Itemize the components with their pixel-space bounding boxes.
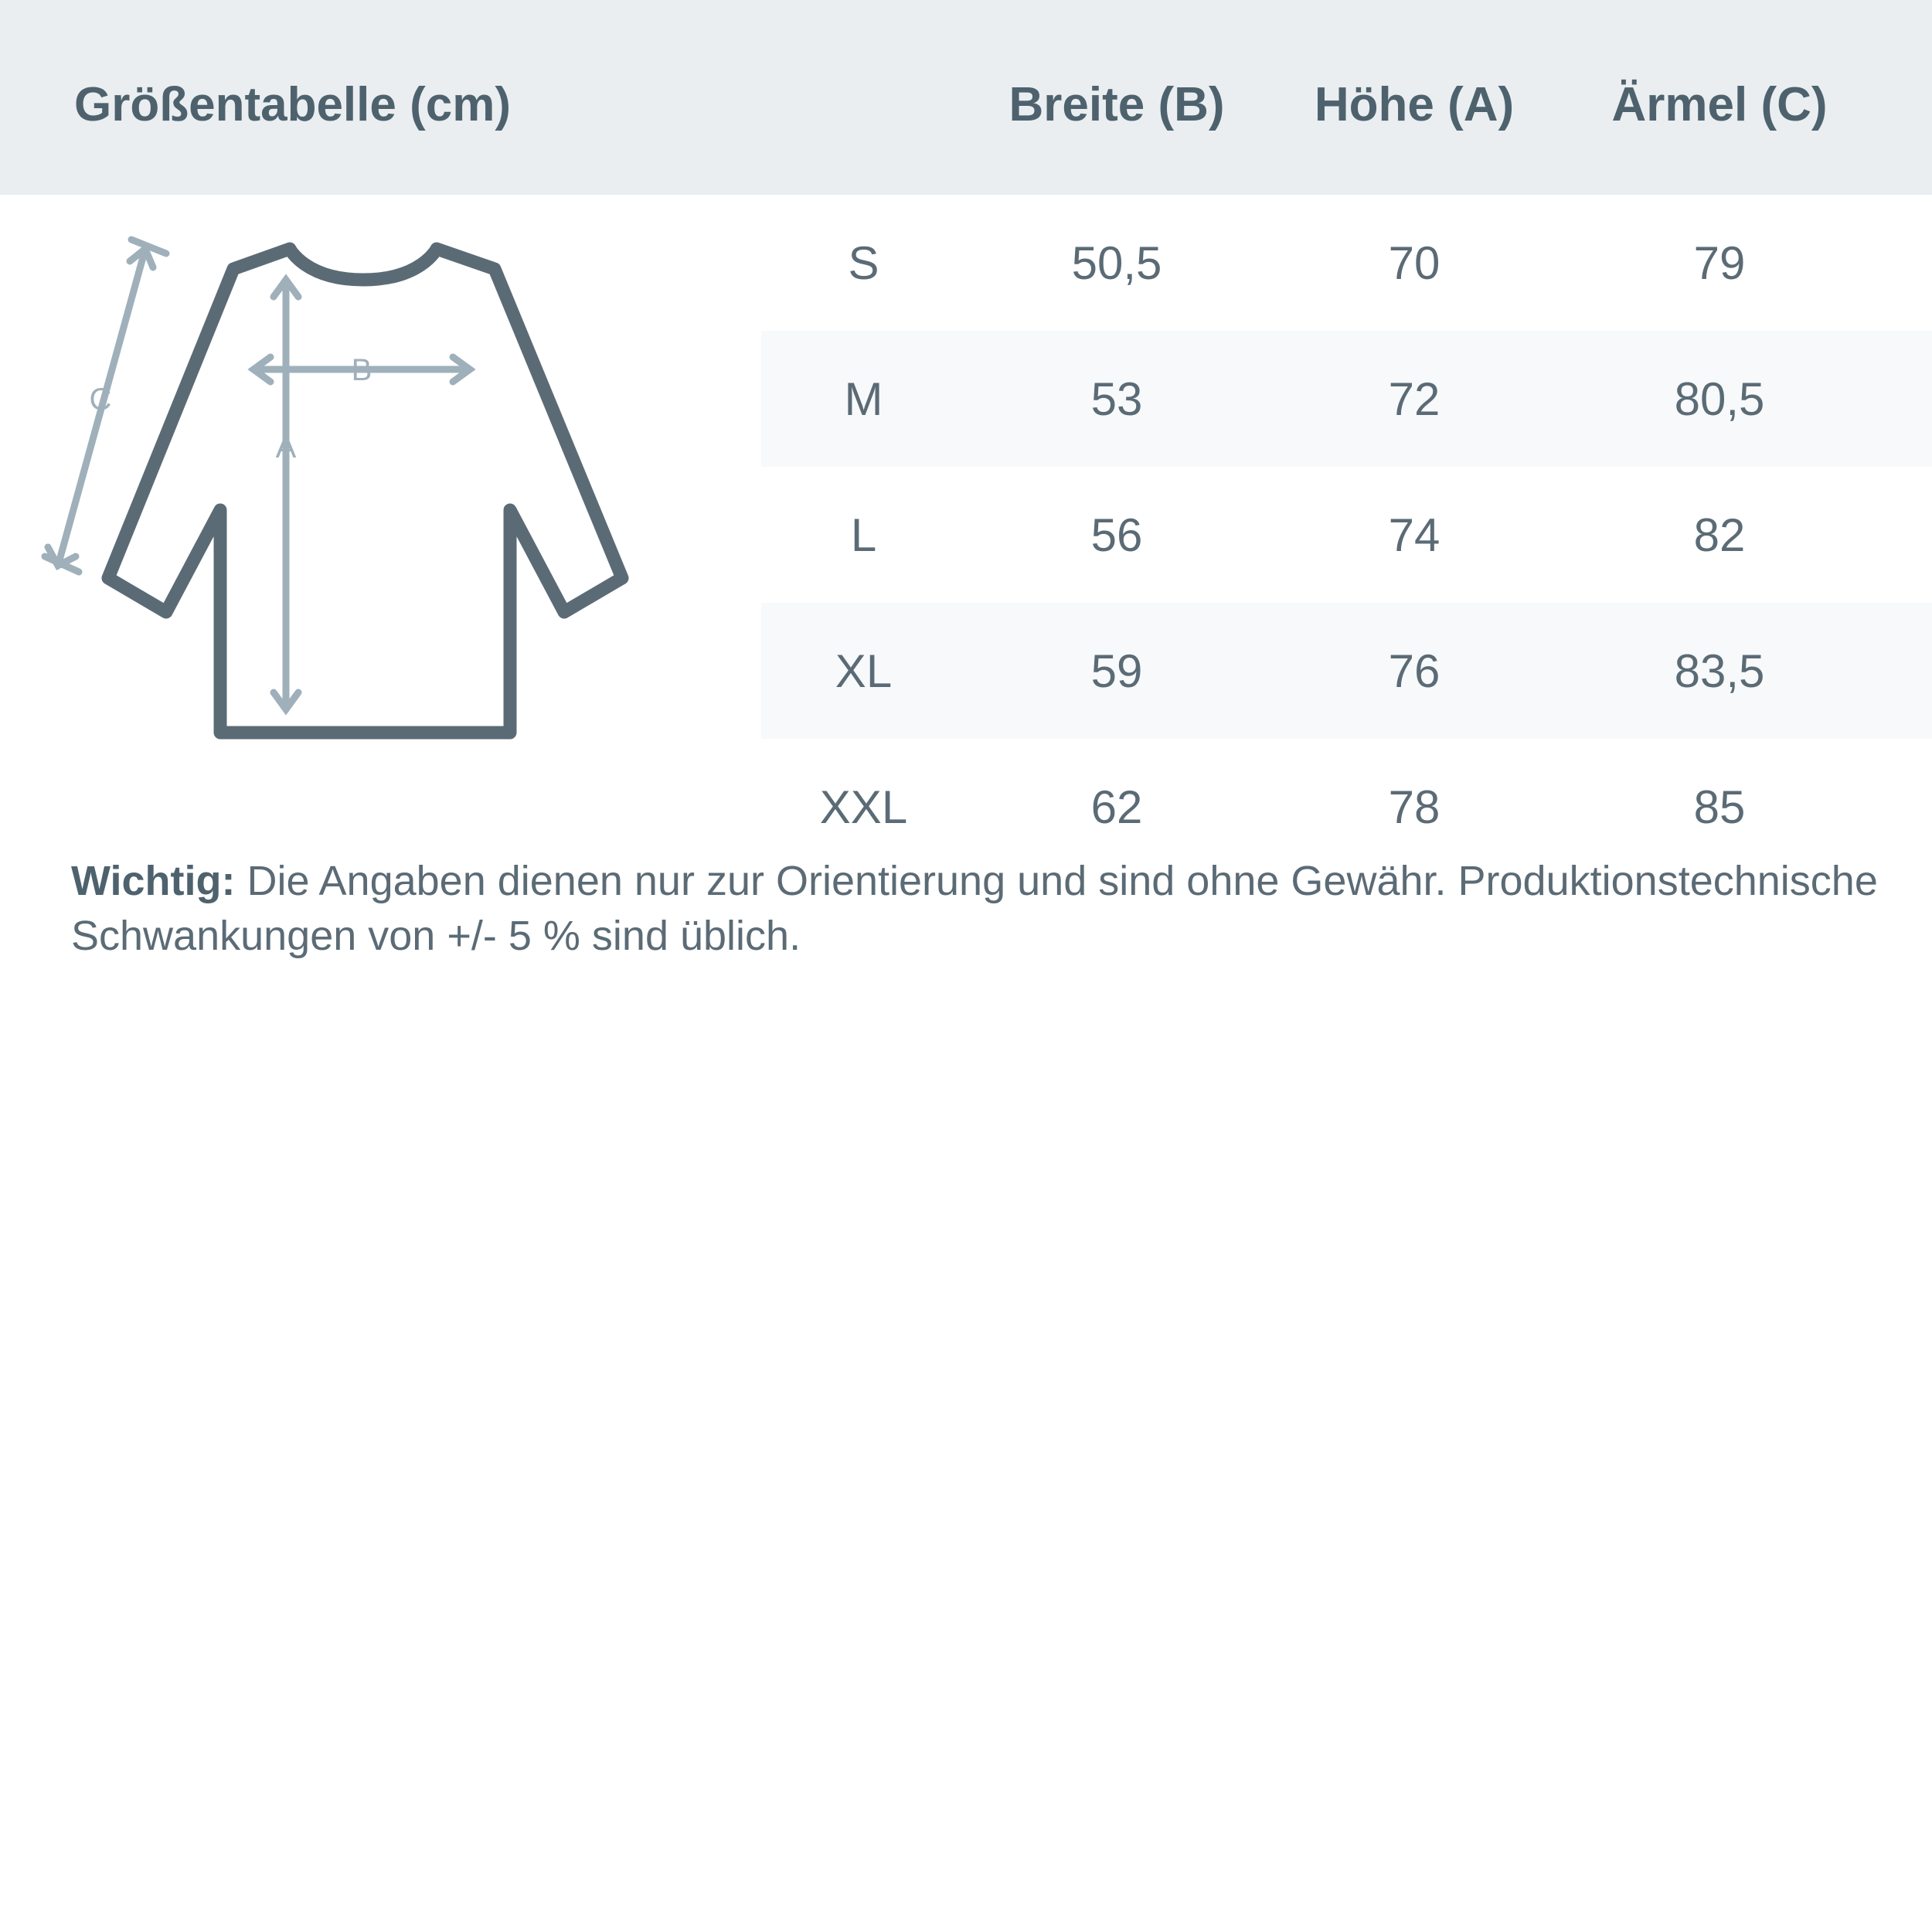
table-row bbox=[761, 467, 1932, 603]
column-headers bbox=[966, 77, 1878, 132]
cell-height: 76 bbox=[1388, 645, 1440, 697]
table-row bbox=[761, 195, 1932, 331]
table-row bbox=[761, 331, 1932, 467]
cell-height: 78 bbox=[1388, 781, 1440, 833]
disclaimer-text: Die Angaben dienen nur zur Orientierung und sind ohne Gewähr. Produktionstechnische Schwankungen von +/- 5 % sind üblich. bbox=[71, 858, 1878, 960]
page-title: Größentabelle (cm) bbox=[74, 78, 511, 131]
cell-width: 50,5 bbox=[1071, 236, 1162, 289]
column-header-sleeve: Ärmel (C) bbox=[1611, 78, 1828, 131]
cell-size: XL bbox=[835, 645, 893, 697]
cell-size: S bbox=[848, 236, 879, 289]
cell-width: 59 bbox=[1090, 645, 1143, 697]
measure-c-label: C bbox=[89, 383, 112, 417]
table-row bbox=[761, 603, 1932, 739]
table-header-bar bbox=[0, 0, 1932, 195]
sweater-illustration bbox=[31, 232, 757, 804]
cell-sleeve: 80,5 bbox=[1674, 372, 1765, 425]
measure-a-label: A bbox=[275, 430, 297, 464]
cell-width: 53 bbox=[1090, 372, 1143, 425]
cell-sleeve: 79 bbox=[1693, 236, 1746, 289]
cell-height: 72 bbox=[1388, 372, 1440, 425]
garment-diagram bbox=[31, 232, 757, 804]
measure-b-label: B bbox=[351, 353, 372, 387]
cell-sleeve: 82 bbox=[1693, 509, 1746, 561]
cell-width: 62 bbox=[1090, 781, 1143, 833]
cell-height: 74 bbox=[1388, 509, 1440, 561]
measure-a-arrow bbox=[274, 280, 298, 709]
sweater-outline-path bbox=[108, 249, 622, 733]
column-header-width: Breite (B) bbox=[1009, 78, 1225, 131]
column-header-height: Höhe (A) bbox=[1314, 78, 1515, 131]
cell-height: 70 bbox=[1388, 236, 1440, 289]
size-table bbox=[761, 195, 1932, 875]
cell-width: 56 bbox=[1090, 509, 1143, 561]
cell-size: M bbox=[844, 372, 883, 425]
cell-sleeve: 85 bbox=[1693, 781, 1746, 833]
cell-size: XXL bbox=[819, 781, 908, 833]
disclaimer-note bbox=[71, 854, 1879, 964]
disclaimer-lead: Wichtig: bbox=[71, 858, 236, 904]
cell-sleeve: 83,5 bbox=[1674, 645, 1765, 697]
cell-size: L bbox=[850, 509, 877, 561]
